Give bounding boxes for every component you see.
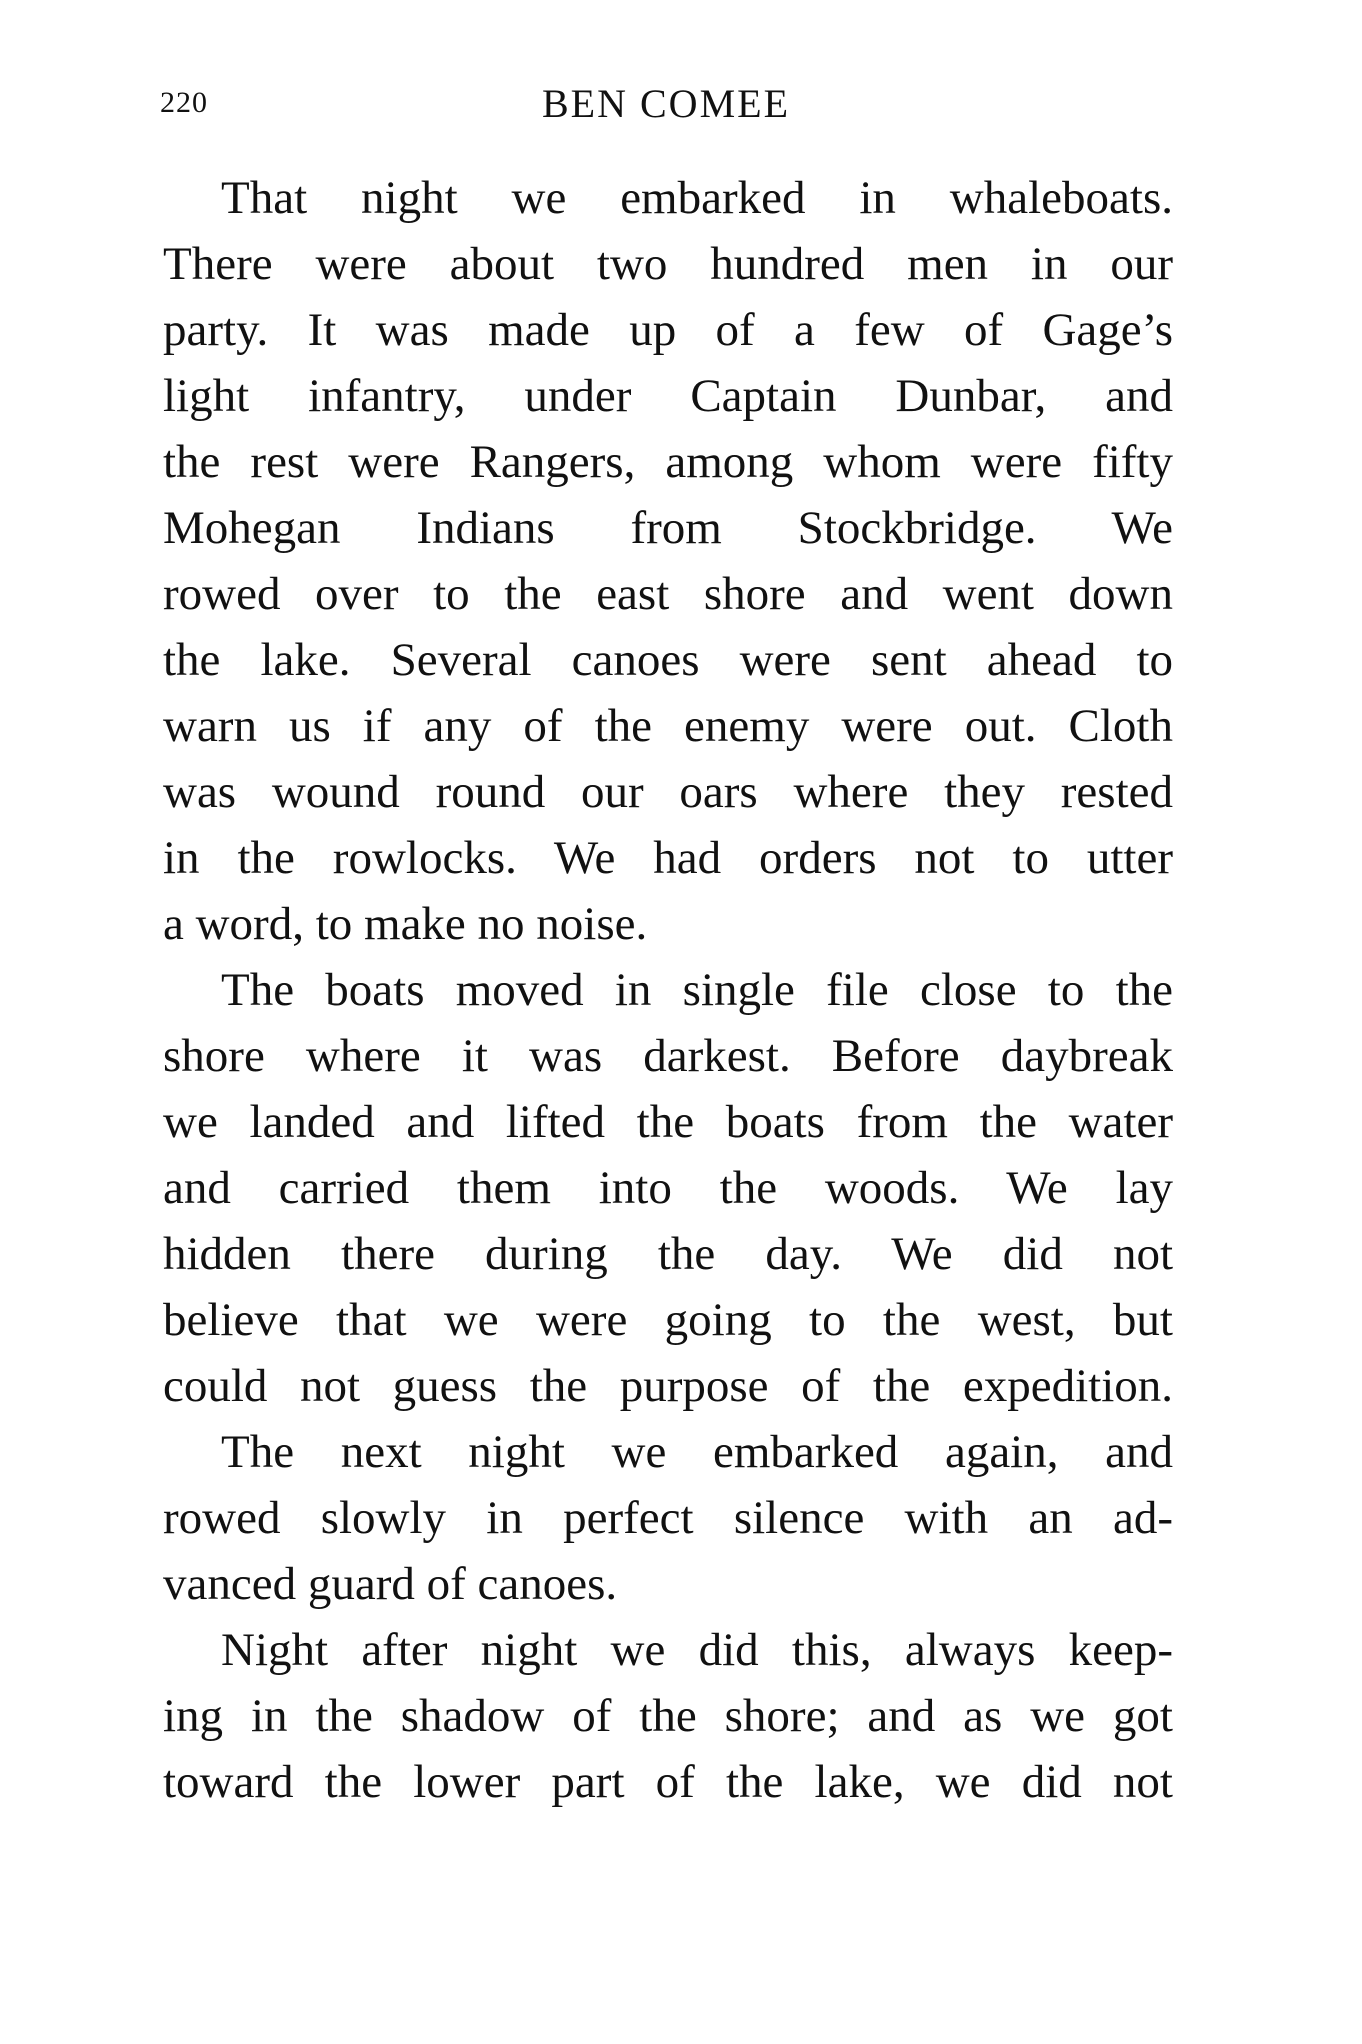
text-line: toward the lower part of the lake, we did not [163,1756,1173,1808]
book-title: BEN COMEE [542,81,790,126]
text-line: Mohegan Indians from Stockbridge. We [163,502,1173,554]
text-line: rowed slowly in perfect silence with an ad- [163,1492,1173,1544]
text-line: we landed and lifted the boats from the water [163,1096,1173,1148]
text-line: warn us if any of the enemy were out. Cloth [163,700,1173,752]
paragraph-3 [163,1419,1173,1617]
text-line: hidden there during the day. We did not [163,1228,1173,1280]
paragraph-4 [163,1617,1173,1815]
text-line: believe that we were going to the west, but [163,1294,1173,1346]
paragraph-1 [163,165,1173,957]
text-line: the rest were Rangers, among whom were fifty [163,436,1173,488]
body-text [163,165,1173,1815]
text-line: The boats moved in single file close to the [221,964,1173,1016]
text-line: There were about two hundred men in our [163,238,1173,290]
text-line: a word, to make no noise. [163,898,648,950]
text-line: in the rowlocks. We had orders not to utter [163,832,1173,884]
page-number: 220 [160,86,208,119]
text-line: shore where it was darkest. Before daybreak [163,1030,1173,1082]
text-line: vanced guard of canoes. [163,1558,618,1610]
text-line: light infantry, under Captain Dunbar, and [163,370,1173,422]
paragraph-2 [163,957,1173,1419]
text-line: ing in the shadow of the shore; and as we got [163,1690,1173,1742]
text-line: The next night we embarked again, and [221,1426,1173,1478]
text-line: was wound round our oars where they rested [163,766,1173,818]
text-line: That night we embarked in whaleboats. [221,172,1173,224]
text-line: Night after night we did this, always keep- [221,1624,1173,1676]
text-line: rowed over to the east shore and went down [163,568,1173,620]
running-head [160,80,1172,136]
text-line: could not guess the purpose of the expedition. [163,1360,1173,1412]
text-line: the lake. Several canoes were sent ahead to [163,634,1173,686]
text-line: party. It was made up of a few of Gage’s [163,304,1173,356]
text-line: and carried them into the woods. We lay [163,1162,1173,1214]
